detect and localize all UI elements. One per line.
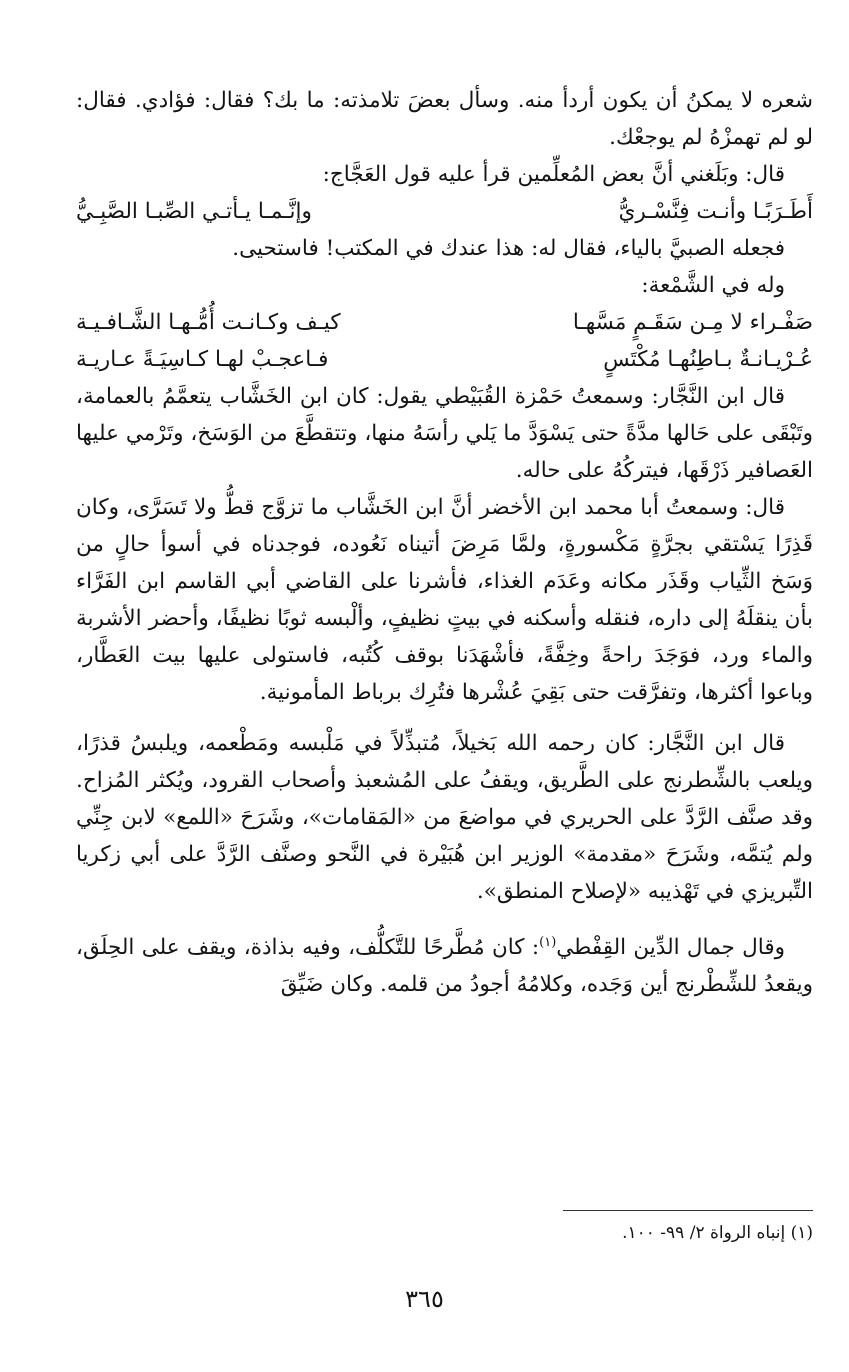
verse-hemistich-right: صَفْـراء لا مِـن سَقَـمٍ مَسَّهـا	[572, 310, 813, 335]
verse-hemistich-left: وإنَّـمـا يـأتـي الصِّبـا الصَّبِـيُّ	[76, 199, 312, 224]
verse-hemistich-right: عُـرْيـانـةٌ بـاطِنُهـا مُكْتَسٍ	[603, 347, 813, 372]
footnote-divider	[563, 1210, 813, 1211]
verse-hemistich-left: كيـف وكـانـت أُمُّـهـا الشَّـافـيـة	[76, 310, 341, 335]
paragraph: قال: وسمعتُ أبا محمد ابن الأخضر أنَّ ابن الخَشَّاب ما تزوَّج قطُّ ولا تَسَرَّى، وكان قَذِرًا يَسْتقي بجرَّةٍ مَكْسورةٍ، ولمَّا مَرِضَ أتيناه نَعُوده، فوجدناه في أسوأ حالٍ من وَسَخ الثِّياب وقَذَر مكانه وعَدَم الغذاء، فأشرنا على القاضي أبي القاسم ابن الفَرَّاء بأن ينقلَهُ إلى داره، فنقله وأسكنه في بيتٍ نظيفٍ، وألْبسه ثوبًا نظيفًا، وأحضر الأشربة والماء ورد، فوَجَدَ راحةً وخِفَّةً، فأشْهَدَنا بوقف كُتُبه، فاستولى عليها بيت العَطَّار، وباعوا أكثرها، وتفرَّقت حتى بَقِيَ عُشْرها فتُرِك برباط المأمونية.	[76, 495, 813, 705]
verse-line	[76, 341, 813, 378]
paragraph-text: : كان مُطَّرحًا للتَّكلُّف، وفيه بذاذة، ويقف على الحِلَق، ويقعدُ للشِّطْرنج أين وَجَده، وكلامُهُ أجودُ من قلمه. وكان ضَيِّقَ	[76, 935, 813, 998]
verse-hemistich-right: أَطَـرَبًـا وأنـت فِنَّسْـريُّ	[618, 199, 813, 224]
paragraph	[76, 924, 813, 1003]
page-number: ٣٦٥	[405, 1285, 444, 1313]
paragraph: قال ابن النَّجَّار: كان رحمه الله بَخيلاً، مُتبذِّلاً في مَلْبسه ومَطْعمه، ويلبسُ قذرًا، ويلعب بالشِّطرنج على الطَّريق، ويقفُ على المُشعبذ وأصحاب القرود، ويُكثر المُزاح. وقد صنَّف الرَّدَّ على الحريري في مواضعَ من «المَقامات»، وشَرَحَ «اللمع» لابن جِنِّي ولم يُتمَّه، وشَرَحَ «مقدمة» الوزير ابن هُبَيْرة في النَّحو وصنَّف الرَّدَّ على أبي زكريا التِّبريزي في تَهْذيبه «لإصلاح المنطق».	[76, 731, 813, 904]
page-body	[76, 82, 813, 1003]
verse-line	[76, 193, 813, 230]
footnote-reference: (١)	[539, 935, 557, 950]
paragraph: وله في الشَّمْعة:	[641, 273, 785, 298]
paragraph: فجعله الصبيَّ بالياء، فقال له: هذا عندك في المكتب! فاستحيى.	[232, 236, 785, 261]
verse-line	[76, 304, 813, 341]
paragraph: شعره لا يمكنُ أن يكون أردأ منه. وسأل بعضَ تلامذته: ما بك؟ فقال: فؤادي. فقال: لو لم تهمزْهُ لم يوجعْك.	[76, 88, 813, 150]
paragraph: قال ابن النَّجَّار: وسمعتُ حَمْزة القُبَيْطي يقول: كان ابن الخَشَّاب يتعمَّمُ بالعمامة، وتَبْقَى على حَالها مدَّةً حتى يَسْوَدَّ ما يَلي رأسَهُ منها، وتتقطَّعَ من الوَسَخ، وتَرْمي عليها العَصافير ذَرْقَها، فيتركُهُ على حاله.	[76, 384, 813, 483]
verse-hemistich-left: فـاعجـبْ لهـا كـاسِيَـةً عـاريـة	[76, 347, 329, 372]
footnote: (١) إنباه الرواة ٢/ ٩٩- ١٠٠.	[622, 1223, 813, 1243]
paragraph: قال: وبَلَغني أنَّ بعض المُعلِّمين قرأ عليه قول العَجَّاج:	[322, 162, 785, 187]
paragraph-text: وقال جمال الدِّين القِفْطي	[556, 935, 785, 961]
